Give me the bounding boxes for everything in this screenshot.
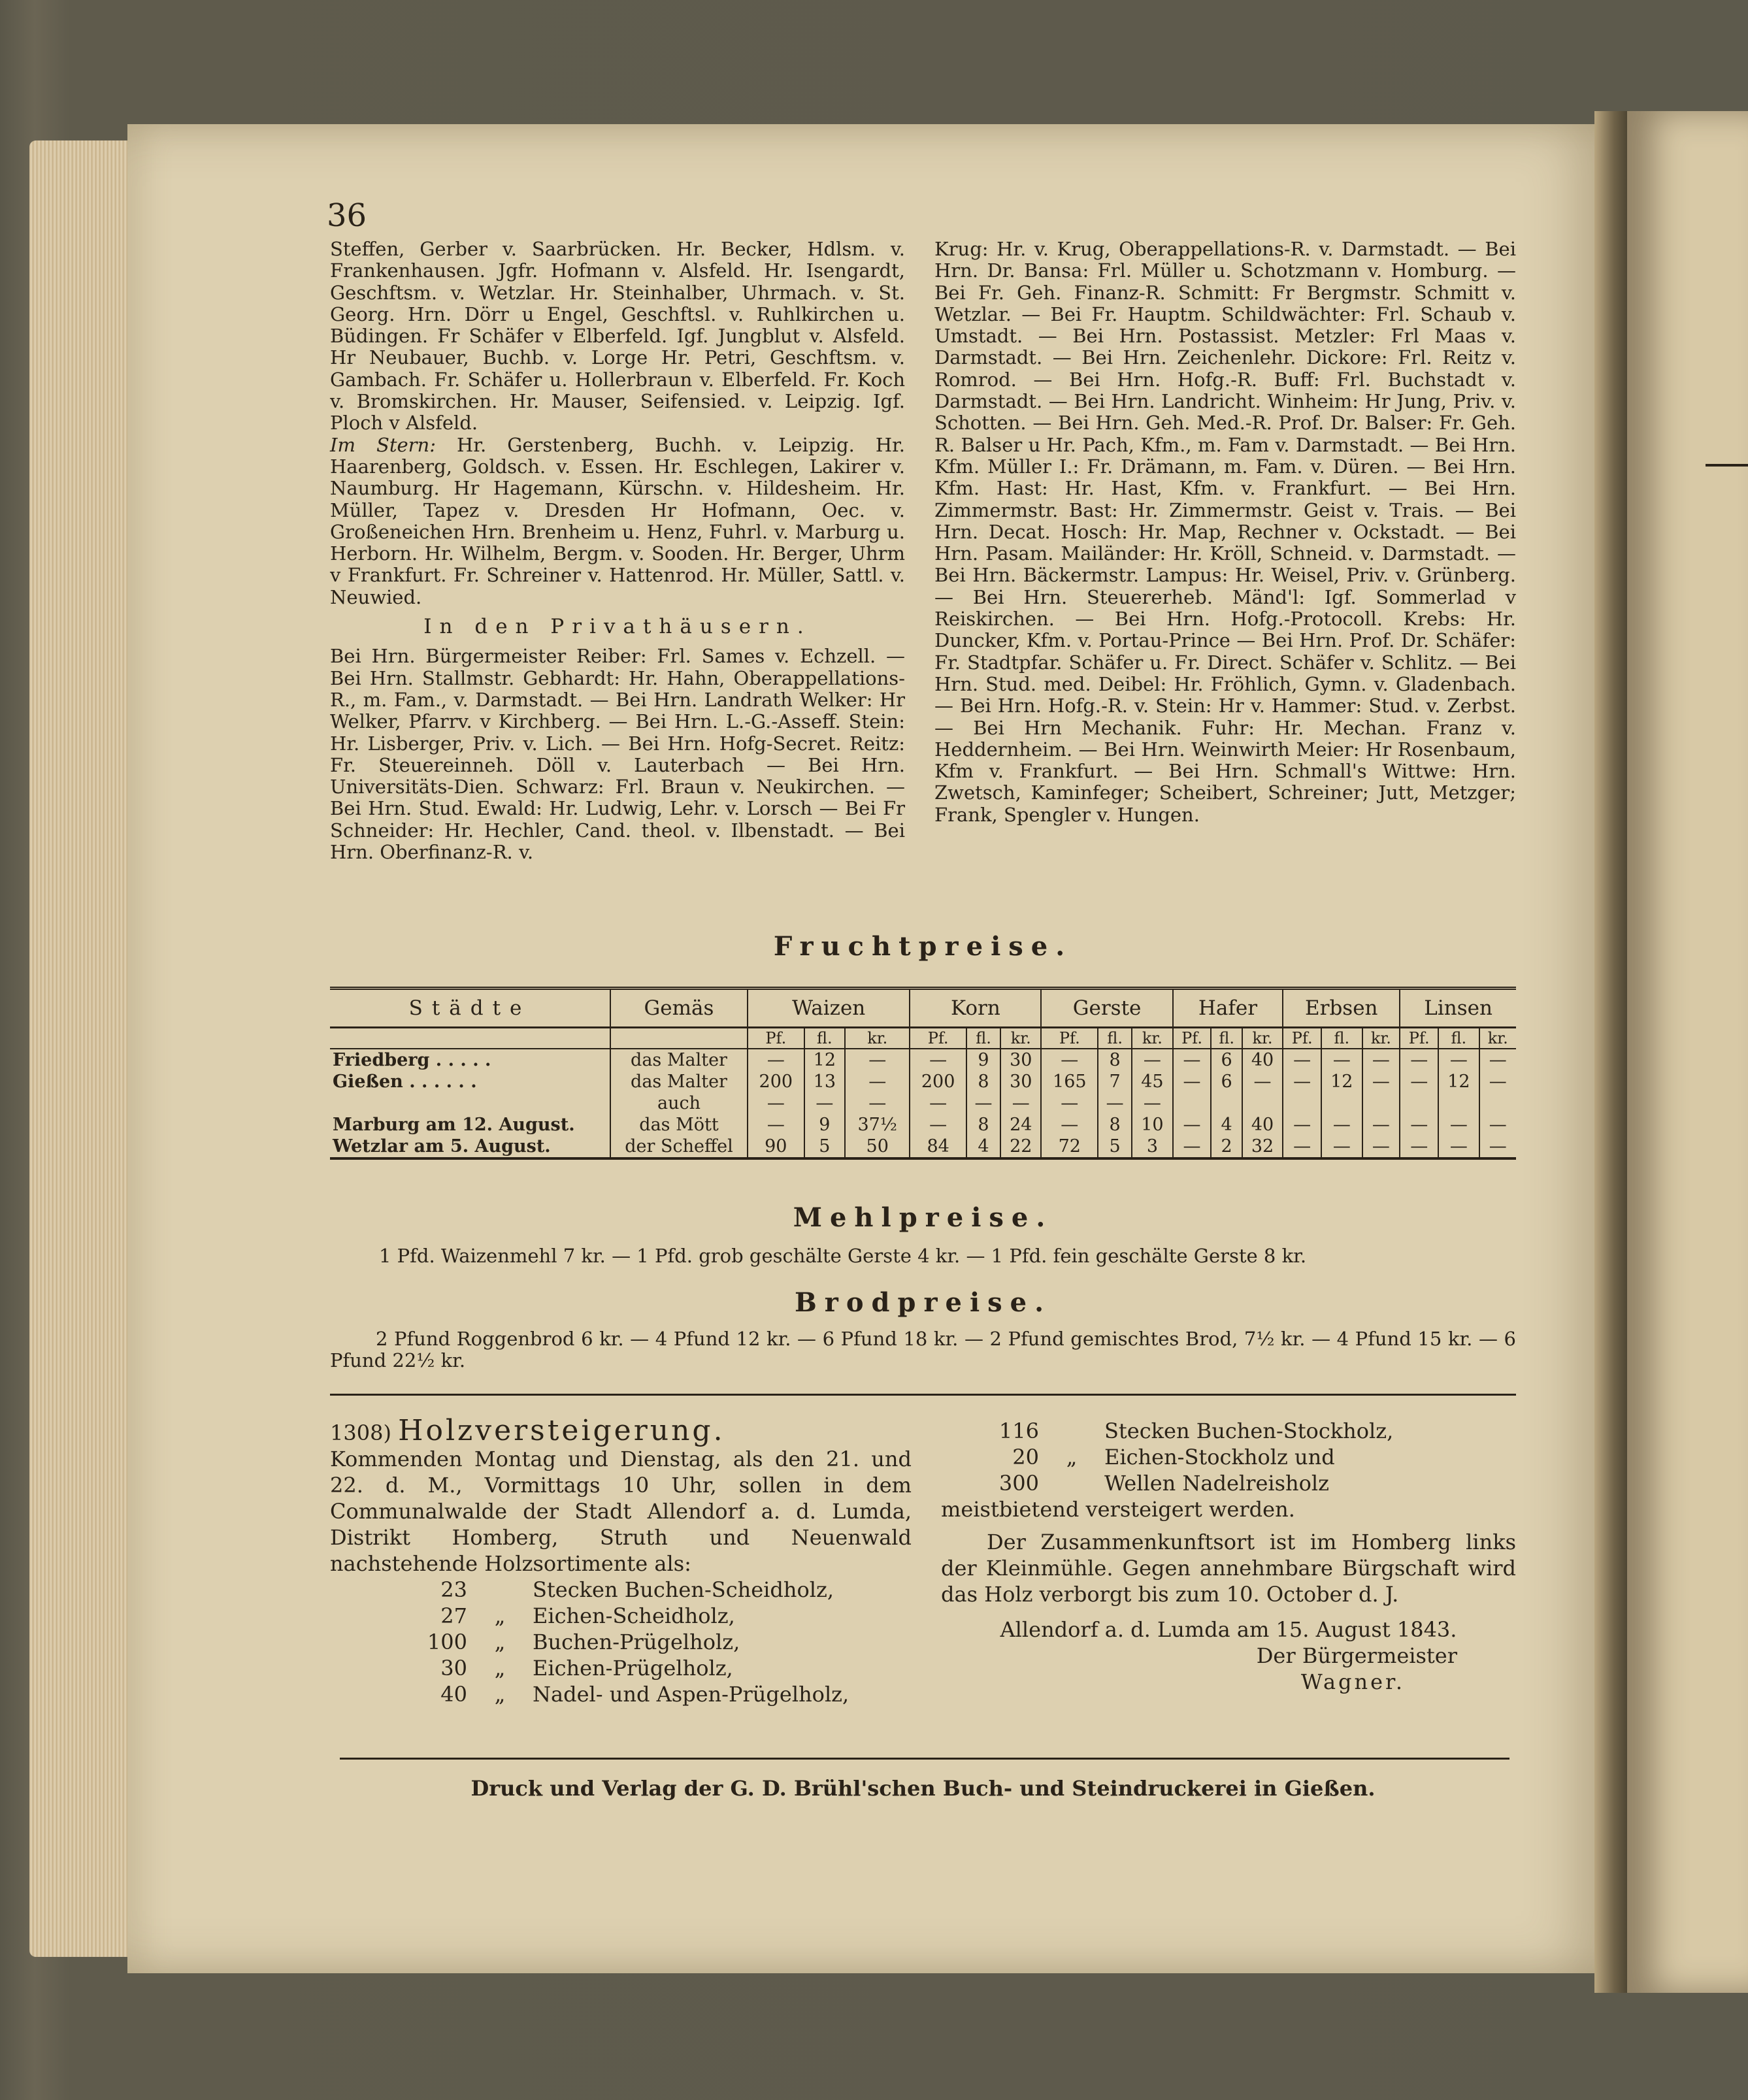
lot-ditto [1052,1418,1091,1444]
price-cell: — [966,1092,1000,1114]
next-page-rule [1706,464,1748,467]
auction-left-column [330,1414,912,1707]
unit-cell: der Scheffel [610,1136,748,1158]
city-cell: Wetzlar am 5. August. [330,1136,610,1158]
signer-name: Wagner. [1300,1669,1405,1694]
auction-title: Holzversteigerung. [398,1414,725,1447]
price-cell: 30 [1000,1071,1041,1092]
price-cell: 5 [804,1136,845,1158]
price-cell: 37½ [845,1114,910,1136]
page-number: 36 [327,197,367,234]
price-cell: 84 [910,1136,966,1158]
imprint-footer: Druck und Verlag der G. D. Brühl'schen Buch- und Steindruckerei in Gießen. [470,1776,1376,1801]
subheader-fl: fl. [804,1028,845,1049]
price-cell: 200 [910,1071,966,1092]
auction-intro: Kommenden Montag und Dienstag, als den 21. und 22. d. M., Vormittags 10 Uhr, sollen in dem Communalwalde der Stadt Allendorf a. d. Lumda, Distrikt Homberg, Struth und Neuenwald nachstehende Holzsortimente als: [330,1447,912,1576]
mehlpreise-title: Mehlpreise. [793,1202,1053,1233]
price-cell: — [1489,1136,1507,1157]
price-cell: — [1362,1049,1400,1071]
price-cell: 13 [804,1071,845,1092]
lot-ditto: „ [494,1682,506,1707]
header-gemaes: Gemäs [610,989,748,1028]
lot-desc: Stecken Buchen-Scheidholz, [533,1577,834,1602]
lot-qty: 300 [998,1471,1039,1496]
lot-ditto: „ [494,1603,506,1628]
lot-qty: 40 [440,1682,467,1707]
price-cell: — [1283,1136,1321,1158]
price-cell: — [1041,1092,1098,1114]
price-cell: — [1283,1071,1321,1092]
lot-desc: Nadel- und Aspen-Prügelholz, [533,1682,849,1707]
price-cell: — [1400,1136,1438,1158]
subheader-fl: fl. [966,1028,1000,1049]
header-gerste: Gerste [1041,989,1172,1028]
signer-title: Der Bürgermeister [1256,1643,1457,1668]
subheader-pf: Pf. [1173,1028,1212,1049]
price-cell: — [845,1092,910,1114]
price-cell: 165 [1041,1071,1098,1092]
fruchtpreise-table [330,987,1516,1160]
lot-desc: Eichen-Prügelholz, [533,1656,733,1681]
stern-text: Hr. Gerstenberg, Buchh. v. Leipzig. Hr. Haarenberg, Goldsch. v. Essen. Hr. Eschlegen, Lakirer v. Naumburg. Hr Hagemann, Kürschn. v. Hildesheim. Hr. Müller, Tapez v. Dresden Hr Hofmann, Oec. v. Großeneichen Hrn. Brenheim u. Henz, Fuhrl. v. Marburg u. Herborn. Hr. Wilhelm, Bergm. v. Sooden. Hr. Berger, Uhrm v Frankfurt. Fr. Schreiner v. Hattenrod. Hr. Müller, Sattl. v. Neuwied. [330,433,906,608]
table-row [330,1049,1516,1071]
price-cell: 90 [748,1136,804,1158]
price-cell: 6 [1211,1071,1242,1092]
lot-item [369,1681,912,1707]
price-cell: — [748,1092,804,1114]
subheader-kr: kr. [1132,1028,1172,1049]
auction-closing-1: meistbietend versteigert werden. [941,1497,1295,1522]
price-cell: — [1242,1071,1283,1092]
fruchtpreise-title: Fruchtpreise. [773,931,1073,962]
city-cell [330,1092,610,1114]
price-cell: — [1173,1071,1212,1092]
price-cell: — [1489,1072,1507,1092]
stern-label: Im Stern: [330,433,436,456]
lot-ditto: „ [1066,1445,1078,1469]
unit-cell: das Mött [610,1114,748,1136]
right-para: Krug: Hr. v. Krug, Oberappellations-R. v. Darmstadt. — Bei Hrn. Dr. Bansa: Frl. Müller u. Schotzmann v. Homburg. — Bei Fr. Geh. Finanz-R. Schmitt: Fr Bergmstr. Schmitt v. Wetzlar. — Bei Fr. Hauptm. Schildwächter: Frl. Schaub v. Umstadt. — Bei Hrn. Postassist. Metzler: Frl Maas v. Darmstadt. — Bei Hrn. Zeichenlehr. Dickore: Frl. Reitz v. Romrod. — Bei Hrn. Hofg.-R. Buff: Frl. Buchstadt v. Darmstadt. — Bei Hrn. Landricht. Winheim: Hr Jung, Priv. v. Schotten. — Bei Hrn. Geh. Med.-R. Prof. Dr. Balser: Fr. Geh. R. Balser u Hr. Pach, Kfm., m. Fam v. Darmstadt. — Bei Hrn. Kfm. Müller I.: Fr. Drämann, m. Fam. v. Düren. — Bei Hrn. Kfm. Hast: Hr. Hast, Kfm. v. Frankfurt. — Bei Hrn. Zimmermstr. Bast: Hr. Zimmermstr. Geist v. Trais. — Bei Hrn. Decat. Hosch: Hr. Map, Rechner v. Ockstadt. — Bei Hrn. Pasam. Mailänder: Hr. Kröll, Schneid. v. Darmstadt. — Bei Hrn. Bäckermstr. Lampus: Hr. Weisel, Priv. v. Grünberg. — Bei Hrn. Steuererheb. Mänd'l: Igf. Sommerlad v Reiskirchen. — Bei Hrn. Hofg.-Protocoll. Krebs: Hr. Duncker, Kfm. v. Portau-Prince — Bei Hrn. Prof. Dr. Schäfer: Fr. Stadtpfar. Schäfer u. Fr. Direct. Schäfer v. Schlitz. — Bei Hrn. Stud. med. Deibel: Hr. Fröhlich, Gymn. v. Gladenbach. — Bei Hrn. Hofg.-R. v. Stein: Hr v. Hammer: Stud. v. Zerbst. — Bei Hrn Mechanik. Fuhr: Hr. Mechan. Franz v. Heddernheim. — Bei Hrn. Weinwirth Meier: Hr Rosenbaum, Kfm v. Frankfurt. — Bei Hrn. Schmall's Wittwe: Hrn. Zwetsch, Kaminfeger; Scheibert, Schreiner; Jutt, Metzger; Frank, Spengler v. Hungen. [934,238,1516,826]
price-cell: — [845,1071,910,1092]
price-cell: — [1321,1136,1362,1158]
price-cell: — [1041,1049,1098,1071]
price-cell [1362,1092,1400,1114]
auction-closing-2: Der Zusammenkunftsort ist im Homberg links der Kleinmühle. Gegen annehmbare Bürgschaft wird das Holz verborgt bis zum 10. October d. J. [941,1530,1516,1607]
price-cell: — [1098,1092,1132,1114]
price-cell [1479,1092,1516,1114]
city-cell: Friedberg . . . . . [330,1049,610,1071]
left-para-2: Bei Hrn. Bürgermeister Reiber: Frl. Sames v. Echzell. — Bei Hrn. Stallmstr. Gebhardt: Hr. Hahn, Oberappellations-R., m. Fam., v. Darmstadt. — Bei Hrn. Landrath Welker: Hr Welker, Pfarrv. v Kirchberg. — Bei Hrn. L.-G.-Asseff. Stein: Hr. Lisberger, Priv. v. Lich. — Bei Hrn. Hofg-Secret. Reitz: Fr. Steuereinneh. Döll v. Lauterbach — Bei Hrn. Universitäts-Dien. Schwarz: Frl. Braun v. Neukirchen. — Bei Hrn. Stud. Ewald: Hr. Ludwig, Lehr. v. Lorsch — Bei Fr Schneider: Hr. Hechler, Cand. theol. v. Ilbenstadt. — Bei Hrn. Oberfinanz-R. v. [330,645,905,864]
unit-cell: das Malter [610,1049,748,1071]
auction-date-line: Allendorf a. d. Lumda am 15. August 1843. [1000,1617,1457,1642]
price-cell: 8 [966,1071,1000,1092]
price-cell: — [1362,1136,1400,1158]
header-staedte: Städte [330,989,610,1028]
subheader-empty [610,1028,748,1049]
subheader-pf: Pf. [1400,1028,1438,1049]
price-cell: — [748,1049,804,1071]
divider-rule [330,1394,1516,1396]
lots-right-list [941,1418,1516,1496]
lots-left-list [369,1577,912,1707]
price-cell: — [1438,1136,1479,1158]
price-cell: 12 [1438,1071,1479,1092]
price-cell: — [845,1049,910,1071]
price-cell: — [1489,1050,1507,1070]
table-row [330,1114,1516,1136]
mehlpreise-text: 1 Pfd. Waizenmehl 7 kr. — 1 Pfd. grob geschälte Gerste 4 kr. — 1 Pfd. fein geschälte Gerste 8 kr. [379,1245,1307,1267]
price-cell: 72 [1041,1136,1098,1158]
price-cell: 12 [804,1049,845,1071]
lot-item [369,1577,912,1603]
price-cell: — [910,1092,966,1114]
lot-ditto [1052,1470,1091,1496]
price-cell [1438,1092,1479,1114]
price-cell [1283,1092,1321,1114]
price-cell [1321,1092,1362,1114]
lot-qty: 116 [998,1419,1039,1443]
price-cell: 50 [845,1136,910,1158]
header-erbsen: Erbsen [1283,989,1400,1028]
header-korn: Korn [910,989,1041,1028]
auction-number: 1308) [330,1420,391,1445]
city-cell: Marburg am 12. August. [330,1114,610,1136]
left-para-1: Steffen, Gerber v. Saarbrücken. Hr. Becker, Hdlsm. v. Frankenhausen. Jgfr. Hofmann v. Alsfeld. Hr. Isengardt, Geschftsm. v. Wetzlar. Hr. Steinhalber, Uhrmach. v. St. Georg. Hrn. Dörr u Engel, Geschftsl. v. Ruhlkirchen u. Büdingen. Fr Schäfer v Elberfeld. Igf. Jungblut v. Alsfeld. Hr Neubauer, Buchb. v. Lorge Hr. Petri, Geschftsm. v. Gambach. Fr. Schäfer u. Hollerbraun v. Elberfeld. Fr. Koch v. Bromskirchen. Hr. Mauser, Seifensied. v. Leipzig. Igf. Ploch v Alsfeld. [330,238,905,435]
brodpreise-text: 2 Pfund Roggenbrod 6 kr. — 4 Pfund 12 kr. — 6 Pfund 18 kr. — 2 Pfund gemischtes Brod, 7½ kr. — 4 Pfund 15 kr. — 6 Pfund 22½ kr. [330,1328,1516,1372]
price-cell [1400,1092,1438,1114]
table-row [330,1136,1516,1158]
subheader-fl: fl. [1211,1028,1242,1049]
price-cell: 7 [1098,1071,1132,1092]
lot-ditto: „ [494,1630,506,1654]
privathaeuser-heading: In den Privathäusern. [423,615,812,639]
lot-desc: Stecken Buchen-Stockholz, [1104,1419,1394,1443]
subheader-fl: fl. [1321,1028,1362,1049]
header-waizen: Waizen [748,989,910,1028]
brodpreise-title: Brodpreise. [794,1287,1052,1318]
unit-cell: das Malter [610,1071,748,1092]
lot-desc: Eichen-Scheidholz, [533,1603,735,1628]
auction-right-column [941,1418,1516,1695]
footer-rule [340,1758,1509,1760]
header-linsen: Linsen [1400,989,1516,1028]
price-cell: 40 [1242,1049,1283,1071]
lot-desc: Buchen-Prügelholz, [533,1630,740,1654]
price-cell: — [910,1049,966,1071]
next-page-fragment [1627,111,1748,1993]
lot-item [369,1603,912,1629]
price-cell: — [1362,1114,1400,1136]
price-cell: — [1400,1114,1438,1136]
table-subheader-row [330,1028,1516,1049]
price-cell [1173,1092,1212,1114]
table-row [330,1071,1516,1092]
price-cell: — [1132,1049,1172,1071]
left-column [330,238,905,863]
lot-ditto: „ [494,1656,506,1681]
right-column [934,238,1516,826]
price-cell: 8 [966,1114,1000,1136]
table-header-row [330,989,1516,1028]
price-cell: — [1173,1114,1212,1136]
price-cell: 24 [1000,1114,1041,1136]
lot-item [941,1444,1516,1470]
subheader-kr: kr. [1479,1028,1516,1049]
price-cell: — [1132,1092,1172,1114]
table-body [330,1049,1516,1158]
lot-ditto [480,1577,519,1603]
price-cell: 40 [1242,1114,1283,1136]
price-cell: 12 [1321,1071,1362,1092]
lot-desc: Wellen Nadelreisholz [1104,1471,1329,1496]
price-cell: — [804,1092,845,1114]
price-cell: — [1400,1049,1438,1071]
subheader-pf: Pf. [910,1028,966,1049]
price-cell [1211,1092,1242,1114]
subheader-empty [330,1028,610,1049]
price-cell: 32 [1242,1136,1283,1158]
price-cell: 8 [1098,1049,1132,1071]
subheader-pf: Pf. [1283,1028,1321,1049]
price-cell: — [1438,1049,1479,1071]
price-cell: 8 [1098,1114,1132,1136]
price-cell: 4 [1211,1114,1242,1136]
price-cell: 45 [1132,1071,1172,1092]
price-cell: — [1173,1049,1212,1071]
left-para-stern [330,435,905,608]
price-cell: — [1362,1071,1400,1092]
lot-qty: 27 [440,1603,467,1628]
price-cell: — [1173,1136,1212,1158]
auction-heading [330,1414,912,1447]
price-cell: 4 [966,1136,1000,1158]
subheader-kr: kr. [1242,1028,1283,1049]
lot-item [941,1418,1516,1444]
subheader-fl: fl. [1098,1028,1132,1049]
price-cell: 3 [1132,1136,1172,1158]
price-cell: — [1489,1115,1507,1135]
price-cell [1242,1092,1283,1114]
lot-desc: Eichen-Stockholz und [1104,1445,1335,1469]
lot-item [369,1629,912,1655]
subheader-pf: Pf. [748,1028,804,1049]
subheader-pf: Pf. [1041,1028,1098,1049]
unit-cell: auch [610,1092,748,1114]
price-cell: — [748,1114,804,1136]
price-cell: 22 [1000,1136,1041,1158]
lot-item [941,1470,1516,1496]
price-cell: 6 [1211,1049,1242,1071]
price-cell: 9 [804,1114,845,1136]
price-cell: 200 [748,1071,804,1092]
city-cell: Gießen . . . . . . [330,1071,610,1092]
page-edges [29,140,140,1957]
price-cell: — [1321,1049,1362,1071]
price-cell: 30 [1000,1049,1041,1071]
price-cell: 5 [1098,1136,1132,1158]
price-cell: — [1400,1071,1438,1092]
lot-qty: 100 [427,1630,467,1654]
lot-qty: 23 [440,1577,467,1602]
price-cell: — [910,1114,966,1136]
price-cell: — [1000,1092,1041,1114]
header-hafer: Hafer [1173,989,1283,1028]
table-row [330,1092,1516,1114]
price-cell: — [1438,1114,1479,1136]
price-cell: — [1041,1114,1098,1136]
subheader-kr: kr. [1362,1028,1400,1049]
lot-qty: 20 [1012,1445,1039,1469]
price-cell: — [1321,1114,1362,1136]
subheader-kr: kr. [1000,1028,1041,1049]
subheader-fl: fl. [1438,1028,1479,1049]
price-cell: 2 [1211,1136,1242,1158]
price-cell: 10 [1132,1114,1172,1136]
subheader-kr: kr. [845,1028,910,1049]
lot-qty: 30 [440,1656,467,1681]
price-cell: 9 [966,1049,1000,1071]
price-cell: — [1283,1049,1321,1071]
lot-item [369,1655,912,1681]
price-cell: — [1283,1114,1321,1136]
